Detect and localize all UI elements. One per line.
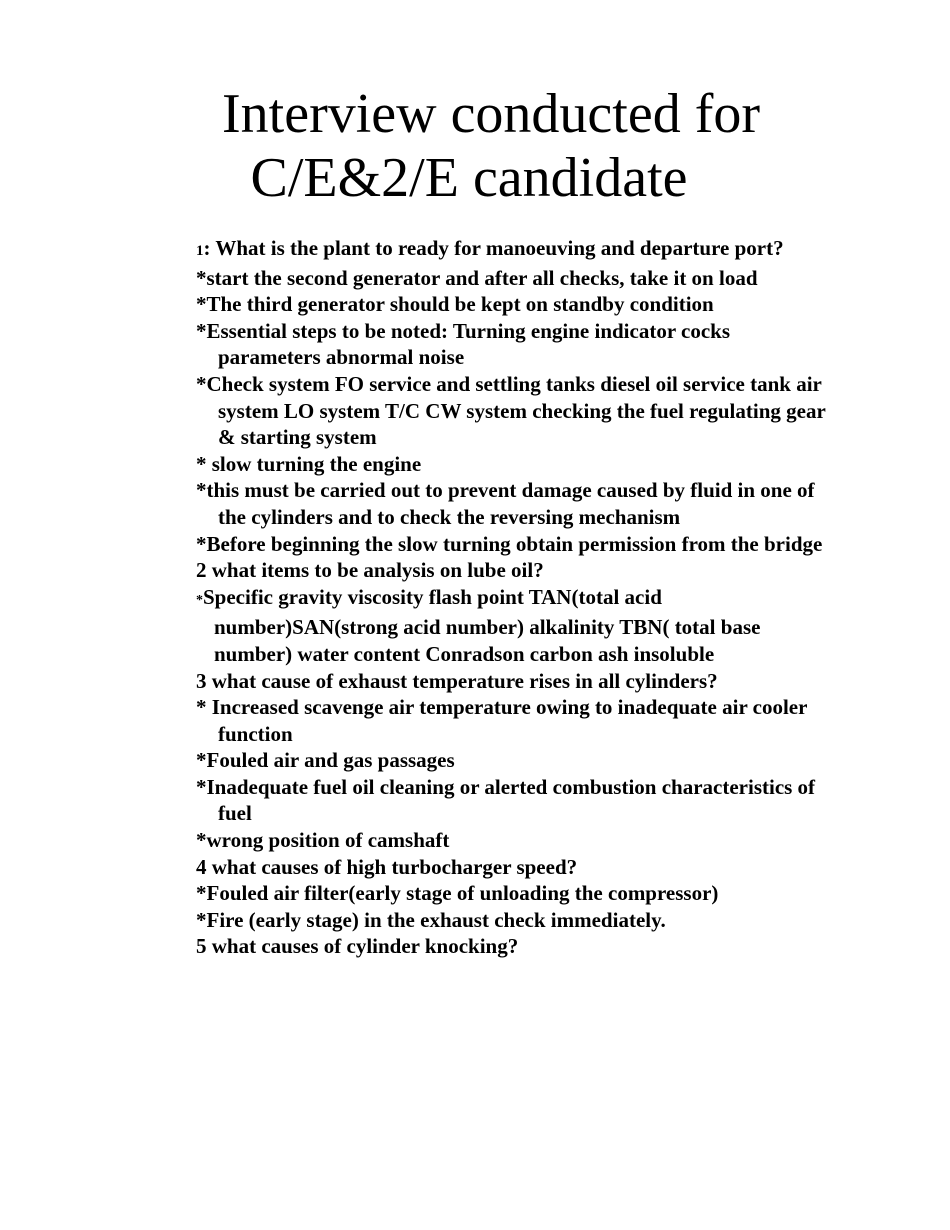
answer-item: * Increased scavenge air temperature owing to inadequate air cooler function [196, 695, 808, 746]
answer-item: *Check system FO service and settling tanks diesel oil service tank air system LO system T/C CW system checking the fuel regulating gear & starting system [196, 371, 826, 450]
answer-item: *Before beginning the slow turning obtain permission from the bridge [196, 531, 823, 556]
question-1 [196, 235, 836, 265]
answer-item: *Fouled air filter(early stage of unloading the compressor) [196, 881, 719, 906]
document-body [196, 235, 836, 960]
document-title [0, 82, 950, 210]
answer-item: *The third generator should be kept on standby condition [196, 292, 714, 317]
question-3: 3 what cause of exhaust temperature rises in all cylinders? [196, 668, 718, 693]
answer-item: *Fire (early stage) in the exhaust check immediately. [196, 907, 666, 932]
answer-text: Specific gravity viscosity flash point TAN(total acid number)SAN(strong acid number) alkalinity TBN( total base number) water content Conradson carbon ash insoluble [203, 584, 761, 666]
title-line-1: Interview conducted for [222, 83, 760, 145]
question-5: 5 what causes of cylinder knocking? [196, 934, 519, 959]
answer-item: *start the second generator and after all checks, take it on load [196, 265, 758, 290]
question-2: 2 what items to be analysis on lube oil? [196, 558, 544, 583]
question-number: 1 [196, 243, 204, 259]
answer-item: *this must be carried out to prevent damage caused by fluid in one of the cylinders and to check the reversing mechanism [196, 478, 815, 529]
title-line-2: C/E&2/E candidate [250, 147, 688, 209]
question-text: What is the plant to ready for manoeuving and departure port? [215, 236, 784, 260]
answer-item: *Fouled air and gas passages [196, 748, 455, 773]
answer-item: *Inadequate fuel oil cleaning or alerted combustion characteristics of fuel [196, 774, 816, 826]
bullet-star: * [196, 592, 203, 608]
question-separator: : [203, 236, 216, 260]
answer-item: * slow turning the engine [196, 451, 422, 476]
answer-item: *Essential steps to be noted: Turning engine indicator cocks parameters abnormal noise [196, 318, 731, 370]
answer-item: *wrong position of camshaft [196, 828, 450, 853]
answer-item [196, 584, 836, 668]
question-4: 4 what causes of high turbocharger speed? [196, 854, 578, 879]
